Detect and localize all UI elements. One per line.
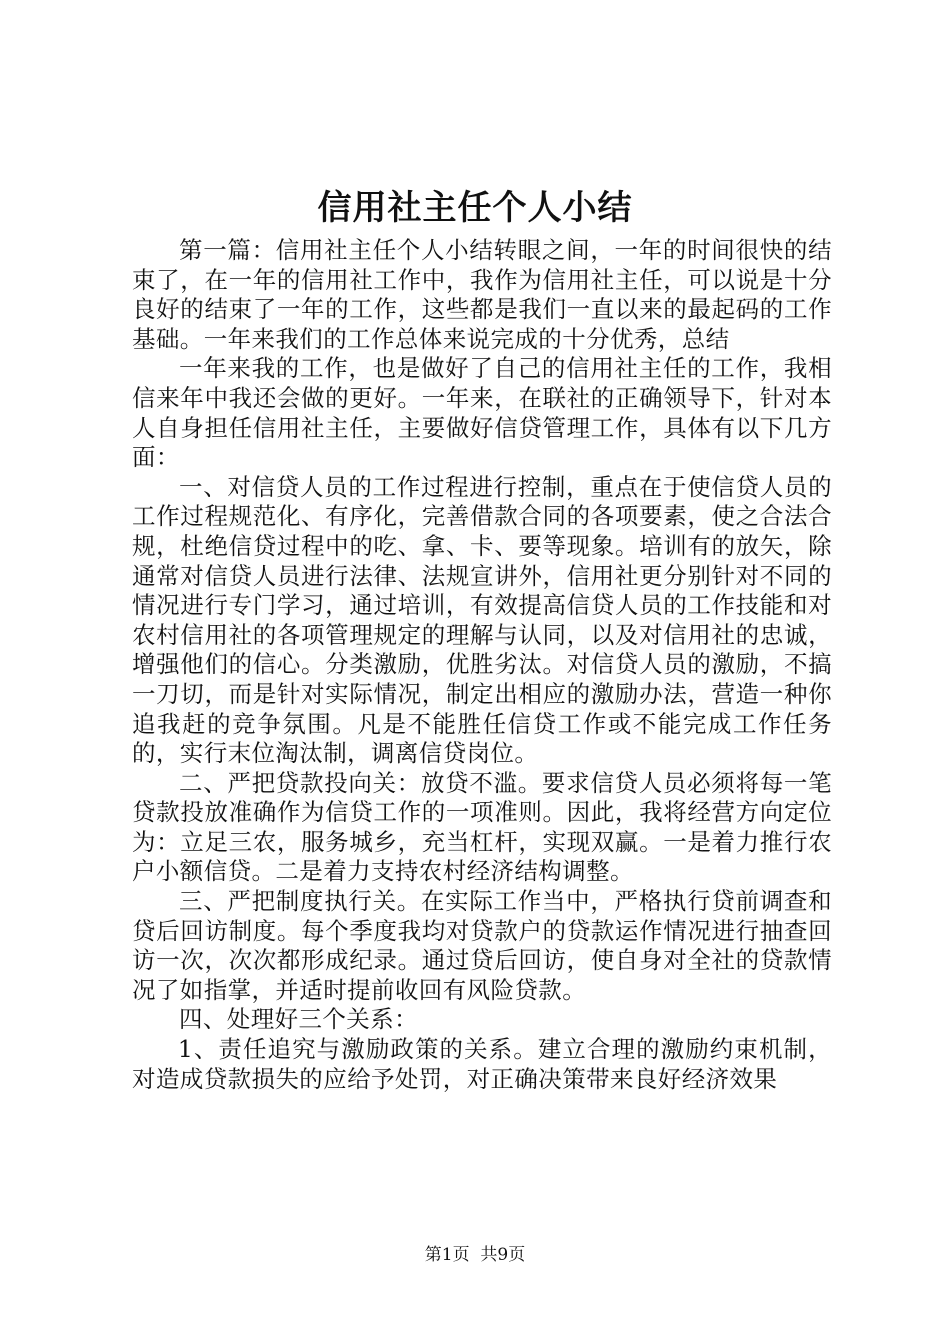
paragraph-section-1: 一、对信贷人员的工作过程进行控制，重点在于使信贷人员的工作过程规范化、有序化，完善借款合同的各项要素，使之合法合规，杜绝信贷过程中的吃、拿、卡、要等现象。培训有的放矢，除通常对信贷人员进行法律、法规宣讲外，信用社更分别针对不同的情况进行专门学习，通过培训，有效提高信贷人员的工作技能和对农村信用社的各项管理规定的理解与认同，以及对信用社的忠诚，增强他们的信心。分类激励，优胜劣汰。对信贷人员的激励，不搞一刀切，而是针对实际情况，制定出相应的激励办法，营造一种你追我赶的竞争氛围。凡是不能胜任信贷工作或不能完成工作任务的，实行末位淘汰制，调离信贷岗位。	[132, 472, 832, 768]
page-footer	[0, 1243, 950, 1267]
paragraph-overview: 一年来我的工作，也是做好了自己的信用社主任的工作，我相信来年中我还会做的更好。一年来，在联社的正确领导下，针对本人自身担任信用社主任，主要做好信贷管理工作，具体有以下几方面：	[132, 354, 832, 472]
paragraph-intro: 第一篇：信用社主任个人小结转眼之间，一年的时间很快的结束了，在一年的信用社工作中，我作为信用社主任，可以说是十分良好的结束了一年的工作，这些都是我们一直以来的最起码的工作基础。一年来我们的工作总体来说完成的十分优秀，总结	[132, 236, 832, 353]
page-total: 共9页	[480, 1245, 526, 1265]
document-body	[132, 236, 832, 1094]
document-title: 信用社主任个人小结	[317, 188, 633, 228]
paragraph-section-2: 二、严把贷款投向关：放贷不滥。要求信贷人员必须将每一笔贷款投放准确作为信贷工作的一项准则。因此，我将经营方向定位为：立足三农，服务城乡，充当杠杆，实现双赢。一是着力推行农户小额信贷。二是着力支持农村经济结构调整。	[132, 768, 832, 886]
paragraph-subsection-1: 1、责任追究与激励政策的关系。建立合理的激励约束机制，对造成贷款损失的应给予处罚，对正确决策带来良好经济效果	[132, 1035, 832, 1093]
paragraph-section-3: 三、严把制度执行关。在实际工作当中，严格执行贷前调查和贷后回访制度。每个季度我均对贷款户的贷款运作情况进行抽查回访一次，次次都形成纪录。通过贷后回访，使自身对全社的贷款情况了如指掌，并适时提前收回有风险贷款。	[132, 887, 832, 1004]
page-number: 第1页	[424, 1245, 470, 1265]
paragraph-section-4: 四、处理好三个关系：	[179, 1005, 418, 1034]
